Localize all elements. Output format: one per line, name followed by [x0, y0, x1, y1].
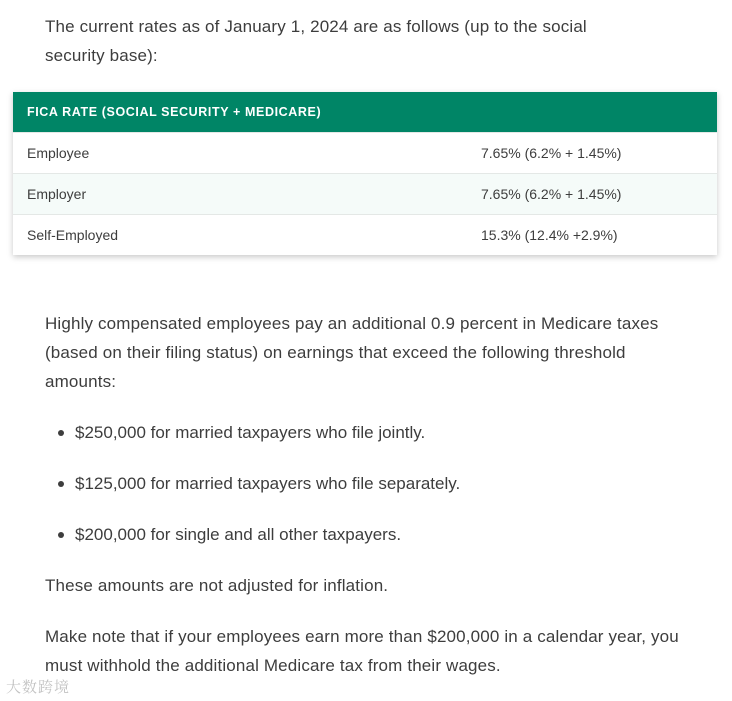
row-value: 7.65% (6.2% + 1.45%)	[481, 186, 622, 202]
table-row-self-employed	[13, 214, 717, 255]
row-label: Employer	[27, 186, 87, 202]
threshold-list	[45, 418, 460, 571]
withholding-paragraph: Make note that if your employees earn more than $200,000 in a calendar year, you must withhold the additional Medicare tax from their wages.	[45, 627, 679, 675]
row-label: Self-Employed	[27, 227, 119, 243]
list-item-text: $200,000 for single and all other taxpayers.	[75, 525, 402, 544]
list-item	[45, 418, 460, 469]
threshold-paragraph: Highly compensated employees pay an additional 0.9 percent in Medicare taxes (based on their filing status) on earnings that exceed the following threshold amounts:	[45, 314, 659, 391]
fica-rate-table	[13, 92, 717, 255]
list-item	[45, 520, 460, 571]
bullet-icon	[58, 532, 64, 538]
table-row-employer	[13, 173, 717, 214]
row-value: 7.65% (6.2% + 1.45%)	[481, 145, 622, 161]
row-value: 15.3% (12.4% +2.9%)	[481, 227, 618, 243]
list-item-text: $250,000 for married taxpayers who file jointly.	[75, 423, 426, 442]
list-item	[45, 469, 460, 520]
table-row-employee	[13, 132, 717, 173]
table-header: FICA RATE (SOCIAL SECURITY + MEDICARE)	[13, 92, 717, 132]
row-label: Employee	[27, 145, 90, 161]
bullet-icon	[58, 481, 64, 487]
intro-paragraph: The current rates as of January 1, 2024 are as follows (up to the social security base):	[45, 17, 587, 65]
bullet-icon	[58, 430, 64, 436]
inflation-paragraph: These amounts are not adjusted for inflation.	[45, 576, 389, 595]
list-item-text: $125,000 for married taxpayers who file separately.	[75, 474, 461, 493]
watermark: 大数跨境	[6, 679, 71, 696]
